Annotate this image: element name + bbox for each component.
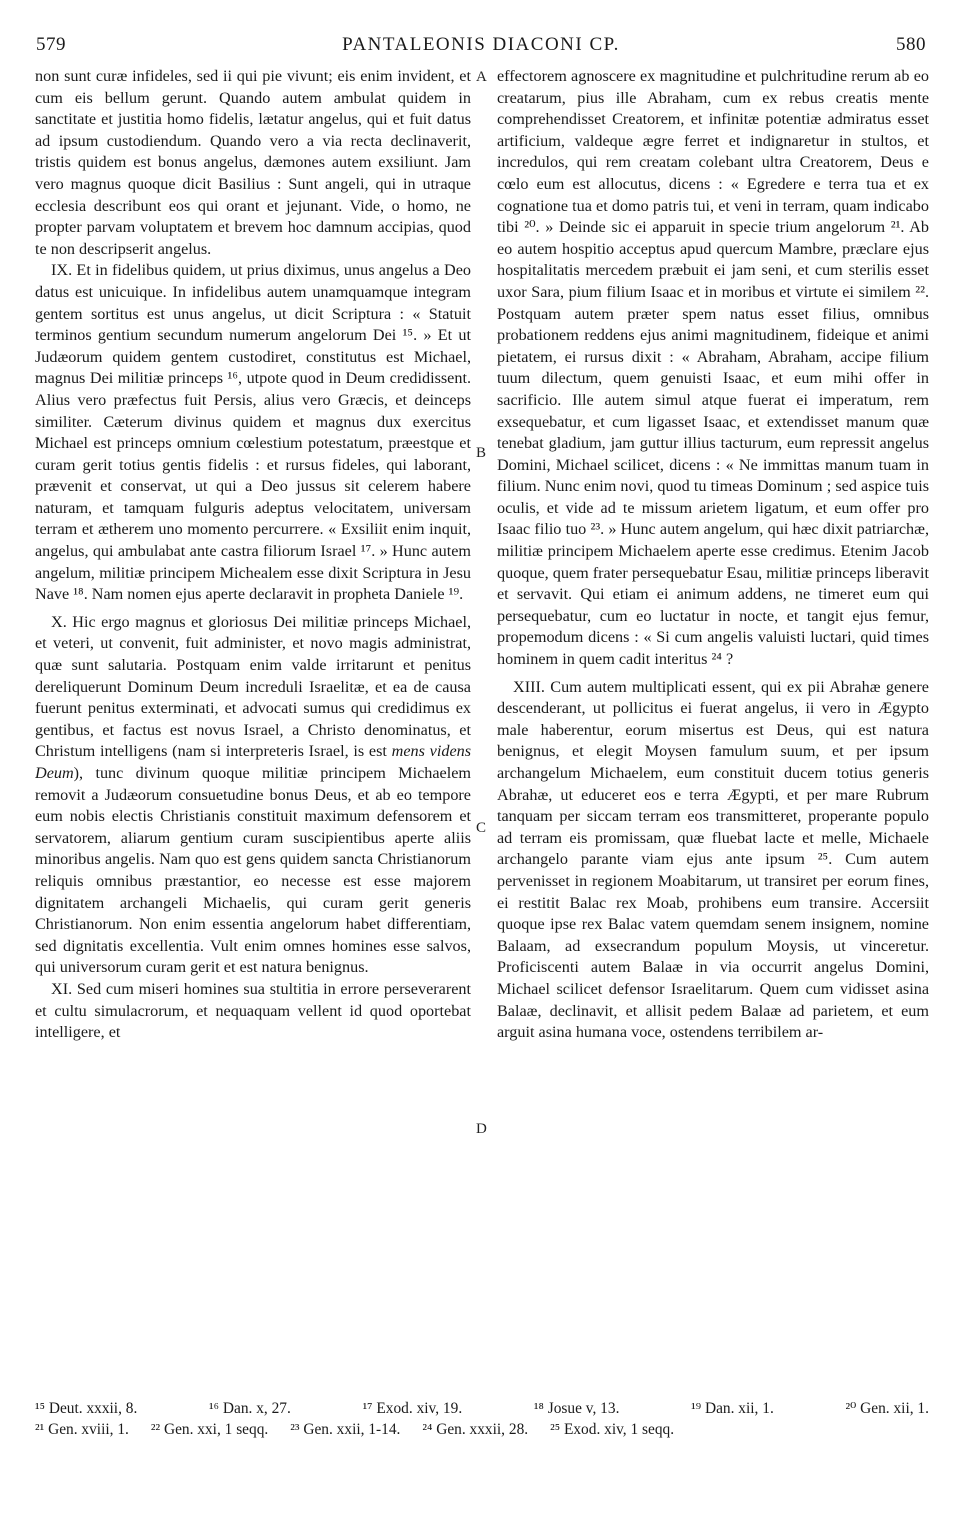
- running-header: [36, 34, 926, 58]
- margin-marker-d: D: [476, 1121, 487, 1137]
- footnote-row: [35, 1419, 929, 1440]
- running-title: PANTALEONIS DIACONI CP.: [342, 34, 620, 55]
- paragraph-xiii: XIII. Cum autem multiplicati essent, qui ex pii Abrahæ genere descenderant, ut pollicitus ei fuerat angelus, ii vero in Ægypto male haberentur, eorum misertus est Deus, qui est natura benignus, et elegit Moysen famulum suum, et per ipsum archangelum Michaelem, eum constituit ducem totius generis Abrahæ, ut educeret eos e terra Ægypti, et per mare Rubrum tanquam per siccam terram eos transmitteret, properante populo ad terram eis promissam, quæ fluebat lacte et melle, Michaele archangelo parante viam ejus ante ipsum ²⁵. Cum autem pervenisset in regionem Moabitarum, ut transiret per eorum fines, ei restitit Balac rex Moab, prohibens eum transire. Accersiit quoque ipse rex Balac vatem quemdam senem insignem, nomine Balaam, ad exsecrandum populum Moysis, ut vinceretur. Proficiscenti autem Balaæ in via occurrit angelus Domini, Michael scilicet defensor Israelitarum. Quem cum vidisset asina Balaæ, declinavit, et allisit pedem Balaæ ad parietem, et eum arguit asina humana voce, ostendens terribilem ar-: [497, 677, 929, 1042]
- page-number-right: 580: [896, 34, 926, 55]
- footnote: ¹⁶ Dan. x, 27.: [209, 1400, 291, 1417]
- footnote: ²¹ Gen. xviii, 1.: [35, 1421, 129, 1438]
- paragraph: effectorem agnoscere ex magnitudine et pulchritudine rerum ab eo creatarum, pius ille Abraham, cum ex rebus creatis mente comprehendisset Creatorem, et infinitæ potentiæ admiratus esset artificium, valdeque ægre ferret et indignaretur in stultos, et incredulos, qui rem creatam colebant ultra Creatorem, Deus e cœlo eum est allocutus, dicens : « Egredere e terra tua et ex cognatione tua et domo patris tui, et veni in terram, quam indicabo tibi ²⁰. » Deinde sic ei apparuit in specie trium angelorum ²¹. Ab eo autem hospitio acceptus apud quercum Mambre, præclare ejus hospitalitatis mercedem præbuit ei jam seni, et cum sterilis esset uxor Sara, pium filium Isaac et in moribus et virtute ei similem ²². Postquam autem præter spem natus esset filius, omnibus probationem reddens ejus animi magnitudinem, fideique et animi pietatem, ei rursus dixit : « Abraham, Abraham, accipe filium tuum dilectum, quem genuisti Isaac, et eum mihi offer in sacrificio. Ille autem simul atque fuerat ei imperatum, rem exsequebatur, et cum ligasset Isaac, et extendisset manum quæ tenebat gladium, jam guttur illius tacturum, eum repressit angelus Domini, Michael scilicet, dicens : « Ne immittas manum tuam in filium. Nunc enim novi, quod tu timeas Dominum ; sed aspice tuis oculis, et vide ad te missum arietem ligatum, et eum offer pro Isaac filio tuo ²³. » Hunc autem angelum, qui hæc dixit patriarchæ, militiæ principem Michaelem aperte esse credimus. Etenim Jacob quoque, quem frater persequebatur Esau, militiæ princeps liberavit et servavit. Qui etiam ei animum addens, ne timeret eum qui persequebatur, cum eo luctatur in nocte, et tangit ejus femur, propemodum dicens : « Si cum angelis valuisti luctari, quid times hominem in quem cadit interitus ²⁴ ?: [497, 67, 929, 669]
- margin-marker-c: C: [476, 820, 487, 836]
- footnote-row: [35, 1398, 929, 1419]
- footnote: ¹⁷ Exod. xiv, 19.: [362, 1400, 463, 1417]
- footnote: ²⁴ Gen. xxxii, 28.: [422, 1421, 529, 1438]
- footnote: ²⁵ Exod. xiv, 1 seqq.: [550, 1421, 675, 1438]
- italic-phrase: mens videns Deum: [35, 742, 471, 782]
- footnote: ²⁰ Gen. xii, 1.: [845, 1400, 929, 1417]
- footnote: ²³ Gen. xxii, 1-14.: [290, 1421, 401, 1438]
- footnote: ²² Gen. xxi, 1 seqq.: [150, 1421, 269, 1438]
- footnote: ¹⁵ Deut. xxxii, 8.: [35, 1400, 138, 1417]
- footnotes: [35, 1398, 929, 1442]
- right-column: [497, 66, 929, 1386]
- paragraph-text: X. Hic ergo magnus et gloriosus Dei militiæ princeps Michael, et veteri, ut convenit, fuit administer, et novo magis administrat, quæ sunt salutaria. Postquam enim valde irritarunt et penitus dereliquerunt Dominum Deum increduli Israelitæ, et ea de causa fuerunt penitus exterminati, et advocati sumus qui credidimus ex gentibus, et factus est novus Israel, a Christo denominatus, et Christum intelligens (nam si interpreteris Israel, is est: [35, 612, 471, 761]
- margin-marker-a: A: [476, 69, 487, 85]
- paragraph: non sunt curæ infideles, sed ii qui pie vivunt; eis enim invident, et cum eis bellum gerunt. Quando autem ambulat quidem in sanctitate et justitia homo fidelis, lætatur angelus, qui et fuit datus ad ipsum custodiendum. Quando vero a via recta declinaverit, tristis quidem est bonus angelus, dæmones autem exsiliunt. Jam vero magnus quoque dicit Basilius : Sunt angeli, qui in utraque ecclesia describunt eos qui orant et jejunant. Vide, o homo, ne propter parvam voluptatem et brevem hoc damnum accipias, quod te non descripserit angelus.: [35, 67, 471, 258]
- paragraph-xi: XI. Sed cum miseri homines sua stultitia in errore perseverarent et cultu simulacrorum, et nequaquam vellent id quod oportebat intelligere, et: [35, 979, 471, 1042]
- footnote: ¹⁸ Josue v, 13.: [533, 1400, 620, 1417]
- left-column: [35, 66, 471, 1386]
- footnote: ¹⁹ Dan. xii, 1.: [691, 1400, 774, 1417]
- paragraph-ix: IX. Et in fidelibus quidem, ut prius diximus, unus angelus a Deo datus est unicuique. In infidelibus autem unamquamque integram gentem sortitus est unus angelus, ut dicit Scriptura : « Statuit terminos gentium secundum numerum angelorum Dei ¹⁵. » Et ut Judæorum quidem gentem custodiret, constitutus est Michael, magnus Dei militiæ princeps ¹⁶, utpote quod in Deum credidissent. Alius vero præfectus fuit Persis, alius vero Græcis, et deinceps similiter. Cæterum divinus quidem et magnus dux exercitus Michael est princeps omnium cœlestium potestatum, præestque et curam gerit totius gentis fidelis : et rursus fideles, qui laborant, prævenit et conservat, ut qui a Deo jussus sit celerem habere naturam, et tamquam fulguris adeptus velocitatem, universam terram et ætherem uno momento percurrere. « Exsiliit enim inquit, angelus, qui ambulabat ante castra filiorum Israel ¹⁷. » Hunc autem angelum, militiæ principem Michealem esse dixit Scriptura in Jesu Nave ¹⁸. Nam nomen ejus aperte declaravit in propheta Daniele ¹⁹.: [35, 261, 471, 604]
- paragraph-x: [35, 612, 471, 979]
- margin-marker-b: B: [476, 445, 487, 461]
- paragraph-text: ), tunc divinum quoque militiæ principem Michaelem removit a Judæorum consuetudine bonus Deus, et ab eo tempore eum nobis electis Christianis constituit maximum defensorem et servatorem, aliarum gentium curam suscipientibus aperte aliis minoribus angelis. Nam quo est gens quidem sancta Christianorum reliquis omnibus præstantior, eo necesse est esse majorem dignitatem archangeli Michaelis, qui curam gerit generis Christianorum. Non enim essentia angelorum habet differentiam, sed dignitatis excellentia. Vult enim omnes homines esse salvos, qui universorum curam gerit et est natura benignus.: [35, 764, 471, 977]
- page-number-left: 579: [36, 34, 66, 55]
